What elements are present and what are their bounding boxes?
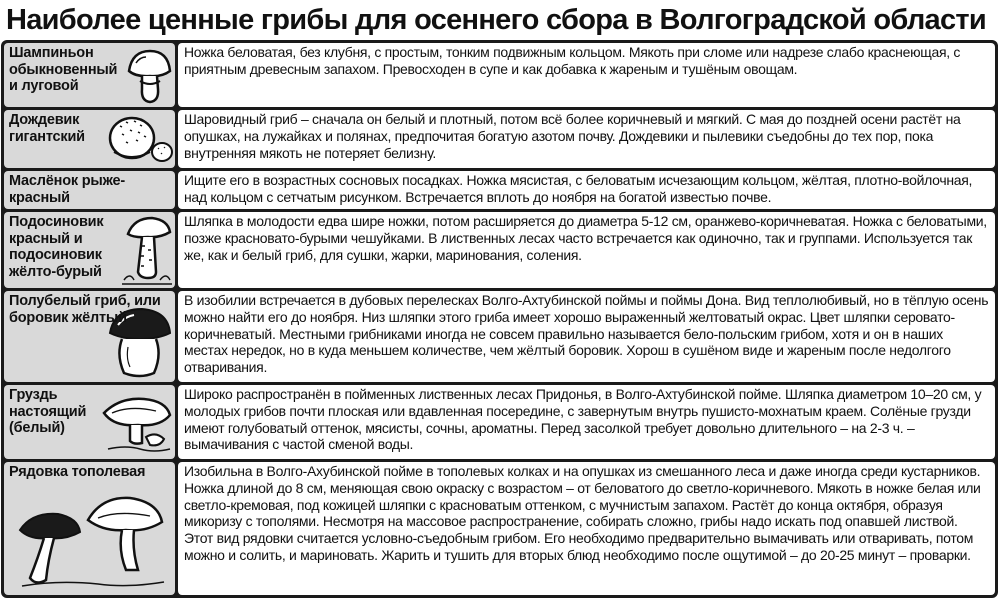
table-row xyxy=(4,171,995,209)
mushroom-description: Ножка беловатая, без клубня, с простым, тонким подвижным кольцом. Мякоть при сломе или надрезе слабо краснеющая, с приятным древесным запахом. Превосходен в супе и как добавка к жареным и тушёным овощам. xyxy=(178,43,995,107)
mushroom-description: Шляпка в молодости едва шире ножки, потом расширяется до диаметра 5-12 см, оранжево-коричневатая. Ножка с беловатыми, позже красновато-бурыми чешуйками. В лиственных лесах часто встречается как одиночно, так и группами. Используется так же, как и белый гриб, для сушки, жарки, маринования, соления. xyxy=(178,212,995,288)
page-title: Наиболее ценные грибы для осеннего сбора в Волгоградской области xyxy=(6,4,987,36)
mushroom-name-cell xyxy=(4,212,175,288)
mushroom-name-cell xyxy=(4,462,175,595)
mushroom-name: Подосиновик красный и подосиновик жёлто-бурый xyxy=(9,214,104,280)
mushroom-description: Шаровидный гриб – сначала он белый и плотный, потом всё более коричневый и мягкий. С мая до поздней осени растёт на опушках, на лужайках и полянах, предпочитая богатую азотом почву. Дождевики и пылевики съедобны до тех пор, пока внутренняя мякоть не потеряет белизну. xyxy=(178,110,995,168)
mushroom-description: Изобильна в Волго-Ахубинской пойме в тополевых колках и на опушках из смешанного леса и даже иногда среди кустарников. Ножка длиной до 8 см, меняющая свою окраску с возрастом – от беловатого до светло-коричневого. Мякоть в ножке белая или светло-кремовая, под кожицей шляпки с красноватым оттенком, с мучнистым запахом. Растёт до конца октября, образуя микоризу с тополями. Несмотря на массовое распространение, собирать сложно, грибы надо искать под опавшей листвой. Этот вид рядовки считается условно-съедобным грибом. Его необходимо предварительно вымачивать или отваривать, потом можно и солить, и мариновать. Жарить и тушить для вторых блюд необходимо после ощутимой – до 20-25 минут – проварки. xyxy=(178,462,995,595)
table-row xyxy=(4,43,995,107)
mushroom-name-cell xyxy=(4,43,175,107)
mushroom-name: Рядовка тополевая xyxy=(9,464,146,480)
aspen-bolete-icon xyxy=(120,216,174,286)
table-row xyxy=(4,212,995,288)
mushroom-name-cell xyxy=(4,171,175,209)
table-row xyxy=(4,385,995,459)
poplar-trich-icon xyxy=(18,486,168,592)
mushroom-description: Широко распространён в пойменных лиственных лесах Придонья, в Волго-Ахтубинской пойме. Шляпка диаметром 10–20 см, у молодых грибов почти плоская или вдавленная посередине, с завернутым внутрь пушисто-мохнатым краем. Солёные грузди имеют голубоватый оттенок, мясисты, сочны, ароматны. Перед засолкой требует довольно длительного – на 2-3 ч. – вымачивания с частой сменой воды. xyxy=(178,385,995,459)
mushroom-name: Полубелый гриб, или боровик жёлтый xyxy=(9,293,161,326)
mushroom-name-cell xyxy=(4,291,175,382)
puffball-icon xyxy=(106,112,174,166)
mushroom-name: Груздь настоящий (белый) xyxy=(9,387,87,436)
mushroom-name-cell xyxy=(4,110,175,168)
mushroom-name-cell xyxy=(4,385,175,459)
mushroom-name: Дождевик гигантский xyxy=(9,112,85,145)
mushroom-name: Маслёнок рыже-красный xyxy=(9,173,125,206)
milk-mushroom-icon xyxy=(100,393,174,455)
champignon-icon xyxy=(126,49,172,105)
table-row xyxy=(4,110,995,168)
mushroom-description: Ищите его в возрастных сосновых посадках. Ножка мясистая, с беловатым исчезающим кольцом, жёлтая, плотно-войлочная, над кольцом с сетчатым рисунком. Встречается вплоть до ноября на богатой известью почве. xyxy=(178,171,995,209)
table-row xyxy=(4,291,995,382)
table-row xyxy=(4,462,995,595)
mushroom-description: В изобилии встречается в дубовых перелесках Волго-Ахтубинской поймы и поймы Дона. Вид теплолюбивый, но в тёплую осень можно найти его до ноября. Низ шляпки этого гриба имеет хорошо выраженный желтоватый окрас. Цвет шляпки серовато-коричневатый. Местными грибниками иногда не совсем правильно называется бело-польским грибом, хотя и он в наших местах нередок, но в куда меньшем количестве, чем жёлтый боровик. Хорош в сушёном виде и жареным после недолгого отваривания. xyxy=(178,291,995,382)
mushroom-table xyxy=(1,40,998,598)
mushroom-name: Шампиньон обыкновенный и луговой xyxy=(9,45,118,94)
